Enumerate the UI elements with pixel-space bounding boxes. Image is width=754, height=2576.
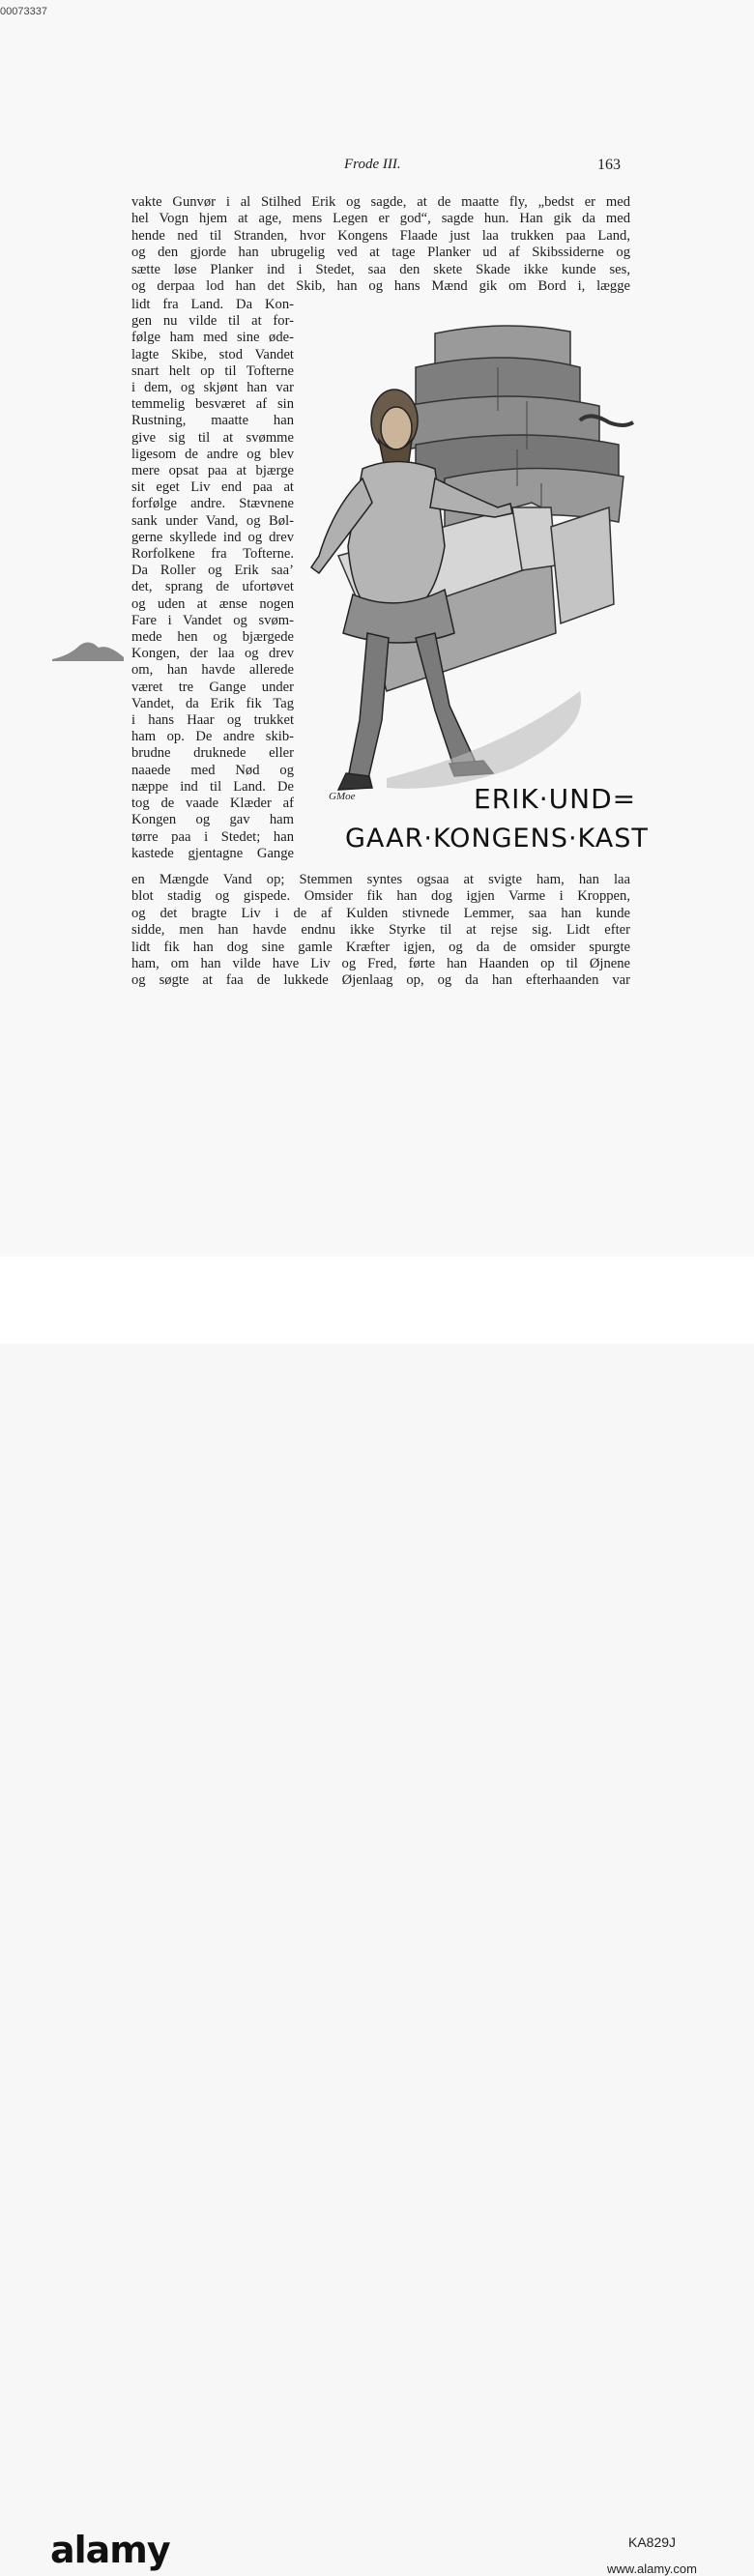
- text-line: tog de vaade Klæder af: [131, 796, 294, 812]
- text-line: gerne skyllede ind og drev: [131, 529, 294, 545]
- text-line: og søgte at faa de lukkede Øjenlaag op, og da han efterhaanden var: [131, 972, 630, 989]
- text-line: lidt fik han dog sine gamle Kræfter igjen, og da de omsider spurgte: [131, 939, 630, 955]
- body-text-top: [131, 194, 630, 295]
- text-line: sit eget Liv end paa at: [131, 479, 294, 496]
- text-line: i hans Haar og trukket: [131, 712, 294, 729]
- caption-line-1: ERIK·UND=: [474, 783, 637, 815]
- text-line: følge ham med sine øde-: [131, 330, 294, 346]
- text-line: sank under Vand, og Bøl-: [131, 512, 294, 529]
- text-line: Kongen, der laa og drev: [131, 646, 294, 662]
- text-line: sætte løse Planker ind i Stedet, saa den skete Skade ikke kunde ses,: [131, 261, 630, 277]
- text-line: lidt fra Land. Da Kon-: [131, 297, 294, 312]
- text-line: ligesom de andre og blev: [131, 446, 294, 462]
- text-line: forfølge andre. Stævnene: [131, 496, 294, 512]
- text-line: tørre paa i Stedet; han: [131, 828, 294, 845]
- text-line: Da Roller og Erik saa’: [131, 563, 294, 579]
- caption-line-2: GAAR·KONGENS·KAST: [345, 824, 649, 854]
- artist-signature: GMoe: [329, 791, 356, 802]
- text-line: temmelig besværet af sin: [131, 396, 294, 413]
- text-line: og derpaa lod han det Skib, han og hans Mænd gik om Bord i, lægge: [131, 278, 630, 295]
- illustration-caption: [324, 783, 649, 870]
- scan-id: 00073337: [0, 6, 47, 17]
- text-line: kastede gjentagne Gange: [131, 845, 294, 861]
- text-line: været tre Gange under: [131, 679, 294, 695]
- text-line: naaede med Nød og: [131, 762, 294, 778]
- text-line: vakte Gunvør i al Stilhed Erik og sagde, at de maatte fly, „bedst er med: [131, 194, 630, 210]
- margin-smudge: [50, 636, 126, 663]
- text-line: og den gjorde han ubrugelig ved at tage Planker ud af Skibssiderne og: [131, 245, 630, 261]
- alamy-logo: alamy: [50, 2529, 170, 2571]
- body-text-bottom: [131, 872, 630, 990]
- text-line: Vandet, da Erik fik Tag: [131, 695, 294, 711]
- text-line: hende ned til Stranden, hvor Kongens Flaade just laa trukken paa Land,: [131, 227, 630, 244]
- text-line: give sig til at svømme: [131, 429, 294, 446]
- text-line: ham, om han vilde have Liv og Fred, førte han Haanden op til Øjnene: [131, 956, 630, 972]
- text-line: det, sprang de ufortøvet: [131, 579, 294, 595]
- book-page: [0, 0, 754, 1257]
- text-line: mere opsat paa at bjærge: [131, 463, 294, 479]
- text-line: Rorfolkene fra Tofterne.: [131, 546, 294, 563]
- site-url[interactable]: www.alamy.com: [607, 2562, 697, 2576]
- text-line: om, han havde allerede: [131, 662, 294, 679]
- text-line: brudne druknede eller: [131, 745, 294, 762]
- text-line: Kongen og gav ham: [131, 812, 294, 828]
- text-line: næppe ind til Land. De: [131, 778, 294, 795]
- text-line: sidde, men han havde endnu ikke Styrke til at rejse sig. Lidt efter: [131, 922, 630, 939]
- text-line: gen nu vilde til at for-: [131, 313, 294, 330]
- watermark-footer: [0, 1257, 754, 2576]
- text-line: i dem, og skjønt han var: [131, 380, 294, 396]
- text-line: mede hen og bjærgede: [131, 629, 294, 646]
- body-text-column: [131, 297, 294, 862]
- image-id: KA829J: [628, 2534, 677, 2550]
- text-line: en Mængde Vand op; Stemmen syntes ogsaa at svigte ham, han laa: [131, 872, 630, 887]
- page-number: 163: [597, 157, 621, 173]
- text-line: snart helt op til Tofterne: [131, 362, 294, 379]
- text-line: ham op. De andre skib-: [131, 729, 294, 745]
- text-line: lagte Skibe, stod Vandet: [131, 346, 294, 362]
- text-line: og det bragte Liv i de af Kulden stivnede Lemmer, saa han kunde: [131, 905, 630, 921]
- text-line: blot stadig og gispede. Omsider fik han dog igjen Varme i Kroppen,: [131, 888, 630, 905]
- text-line: og uden at ænse nogen: [131, 595, 294, 612]
- illustration-erik: [290, 314, 638, 797]
- text-line: hel Vogn hjem at age, mens Legen er god“, sagde hun. Han gik da med: [131, 211, 630, 227]
- text-line: Rustning, maatte han: [131, 413, 294, 429]
- text-line: Fare i Vandet og svøm-: [131, 612, 294, 628]
- running-title: Frode III.: [344, 157, 401, 172]
